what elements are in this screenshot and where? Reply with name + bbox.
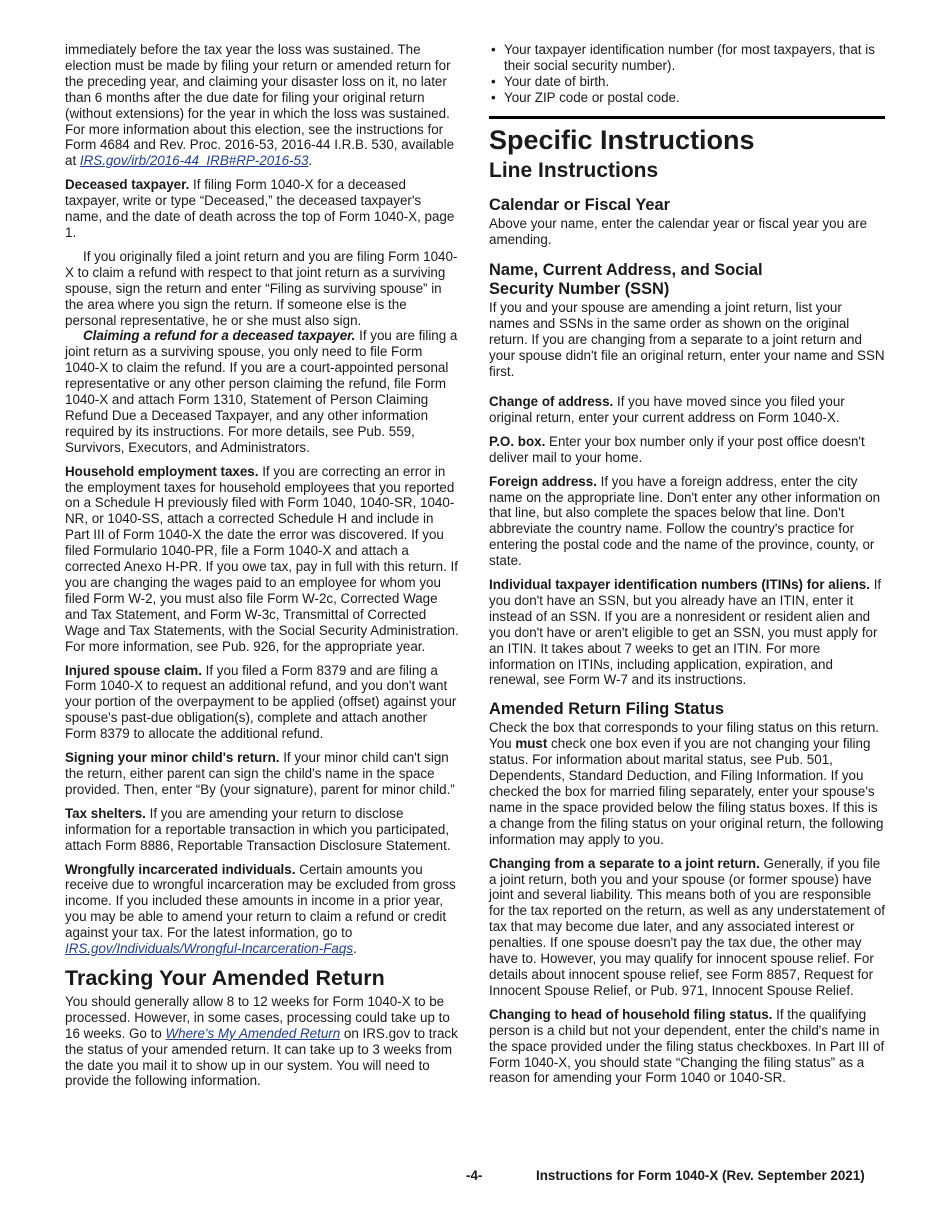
- amended-filing-status-paragraph: Check the box that corresponds to your filing status on this return. You must check one box even if you are not changing your filing status. For information about marital status, see Pub. 501, Dependents, Standard Deduction, and Filing Information. If you checked the box for married filing separately, enter your spouse's name in the space provided below the filing status boxes. If this is a change from the filing status on your original return, the following information may apply to you.: [489, 720, 884, 847]
- tracking-info-list: [489, 42, 885, 106]
- name-address-ssn-paragraph: If you and your spouse are amending a joint return, list your names and SSNs in the same order as shown on the original return. If you are changing from a separate to a joint return and your spouse didn't file an original return, enter your name and SSN first.: [489, 300, 885, 380]
- right-column: [489, 42, 885, 1094]
- name-address-ssn-heading: Name, Current Address, and Social Security Number (SSN): [489, 261, 763, 299]
- foreign-address-heading: Foreign address.: [489, 473, 597, 489]
- left-column: [65, 42, 460, 1097]
- calendar-fiscal-year-heading: Calendar or Fiscal Year: [489, 195, 671, 214]
- form-footer-title: Instructions for Form 1040-X (Rev. September 2021): [536, 1168, 865, 1183]
- foreign-address-paragraph: Foreign address. If you have a foreign address, enter the city name on the appropriate line. Don't enter any other information on that line, but also complete the spaces below that line. Don't abbreviate the country name. Follow the country's practice for entering the postal code and the name of the province, county, or state.: [489, 473, 881, 569]
- change-of-address-paragraph: Change of address. If you have moved since you filed your original return, enter your current address on Form 1040-X.: [489, 393, 845, 425]
- minor-child-heading: Signing your minor child's return.: [65, 750, 280, 766]
- tracking-paragraph: You should generally allow 8 to 12 weeks for Form 1040-X to be processed. However, in some cases, processing could take up to 16 weeks. Go to Where's My Amended Return on IRS.gov to track the status of your amended return. It can take up to 3 weeks from the date you mail it to show up in our system. You will need to provide the following information.: [65, 993, 458, 1089]
- specific-instructions-heading: Specific Instructions: [489, 124, 755, 155]
- calendar-fiscal-year-paragraph: Above your name, enter the calendar year or fiscal year you are amending.: [489, 215, 868, 247]
- bullet-icon: •: [491, 73, 496, 89]
- bullet-icon: •: [491, 42, 496, 57]
- claiming-refund-heading: Claiming a refund for a deceased taxpayer.: [83, 328, 356, 344]
- wrongful-incarceration-heading: Wrongfully incarcerated individuals.: [65, 861, 296, 877]
- injured-spouse-paragraph: Injured spouse claim. If you filed a Form 8379 and are filing a Form 1040-X to request an additional refund, and you don't want your portion of the overpayment to be applied (offset) against your spouse's past-due obligation(s), complete and attach another Form 8379 to allocate the additional refund.: [65, 662, 457, 742]
- deceased-taxpayer-paragraph: Deceased taxpayer. If filing Form 1040-X for a deceased taxpayer, write or type “Deceased,” the deceased taxpayer's name, and the date of death across the top of Form 1040-X, page 1.: [65, 177, 455, 240]
- injured-spouse-heading: Injured spouse claim.: [65, 662, 202, 678]
- list-item: • Your taxpayer identification number (for most taxpayers, that is their social security number).: [491, 42, 875, 73]
- wrongful-incarceration-paragraph: Wrongfully incarcerated individuals. Certain amounts you receive due to wrongful incarceration may be excluded from gross income. If you included these amounts in income in a prior year, you may be able to amend your return to claim a refund or credit against your tax. For the latest information, go to IRS.gov/Individuals/Wrongful-Incarceration-Faqs.: [65, 861, 456, 957]
- head-of-household-paragraph: Changing to head of household filing status. If the qualifying person is a child but not your dependent, enter the child's name in the space provided under the filing status checkboxes. In Part III of Form 1040-X, you should state “Changing the filing status” as a reason for amending your Form 1040 or 1040-SR.: [489, 1006, 885, 1086]
- amended-filing-status-heading: Amended Return Filing Status: [489, 700, 724, 719]
- tax-shelters-heading: Tax shelters.: [65, 805, 146, 821]
- itin-heading: Individual taxpayer identification numbers (ITINs) for aliens.: [489, 577, 870, 593]
- household-employment-paragraph: Household employment taxes. If you are correcting an error in the employment taxes for household employees that you reported on a Schedule H previously filed with Form 1040, 1040-SR, 1040-NR, or 1040-SS, attach a corrected Schedule H and include in Part III of Form 1040-X the date the error was discovered. If you filed Formulario 1040-PR, file a Form 1040-X and attach a corrected Anexo H-PR. If you owe tax, pay in full with this return. If you are changing the wages paid to an employee for whom you filed Form W-2, you must also file Form W-2c, Corrected Wage and Tax Statement, and Form W-3c, Transmittal of Corrected Wage and Tax Statements, with the Social Security Administration. For more information, see Pub. 926, for the appropriate year.: [65, 463, 459, 654]
- wrongful-incarceration-link[interactable]: IRS.gov/Individuals/Wrongful-Incarceration-Faqs: [65, 941, 354, 957]
- itin-paragraph: Individual taxpayer identification numbers (ITINs) for aliens. If you don't have an SSN, but you already have an ITIN, enter it instead of an SSN. If you are a nonresident or resident alien and you don't have or aren't eligible to get an SSN, you must apply for an ITIN. It takes about 7 weeks to get an ITIN. For more information on ITINs, including application, expiration, and renewal, see Form W-7 and its instructions.: [489, 577, 882, 688]
- minor-child-paragraph: Signing your minor child's return. If your minor child can't sign the return, either parent can sign the child's name in the space provided. Then, enter “By (your signature), parent for minor child.”: [65, 750, 455, 797]
- separate-to-joint-paragraph: Changing from a separate to a joint return. Generally, if you file a joint return, both you and your spouse (or former spouse) have joint and several liability. This means both of you are responsible for the tax reported on the return, as well as any understatement of tax that may become due later, and any associated interest or penalties. If one spouse doesn't pay the tax due, the other may have to. However, you may qualify for innocent spouse relief. For details about innocent spouse relief, see Form 8857, Request for Innocent Spouse Relief, or Pub. 971, Innocent Spouse Relief.: [489, 855, 885, 998]
- deceased-taxpayer-heading: Deceased taxpayer.: [65, 177, 190, 193]
- line-instructions-heading: Line Instructions: [489, 158, 659, 182]
- bullet-icon: •: [491, 89, 496, 105]
- head-of-household-heading: Changing to head of household filing status.: [489, 1006, 773, 1022]
- tax-shelters-paragraph: Tax shelters. If you are amending your return to disclose information for a reportable transaction in which you participated, attach Form 8886, Reportable Transaction Disclosure Statement.: [65, 805, 451, 853]
- tracking-amended-return-heading: Tracking Your Amended Return: [65, 965, 385, 990]
- list-item: • Your date of birth.: [491, 73, 610, 89]
- po-box-heading: P.O. box.: [489, 433, 546, 449]
- household-employment-heading: Household employment taxes.: [65, 463, 259, 479]
- surviving-spouse-paragraph: If you originally filed a joint return and you are filing Form 1040-X to claim a refund with respect to that joint return as a surviving spouse, sign the return and enter “Filing as surviving spouse” in the area where you sign the return. If someone else is the personal representative, he or she must also sign.: [65, 248, 458, 328]
- change-of-address-heading: Change of address.: [489, 393, 614, 409]
- po-box-paragraph: P.O. box. Enter your box number only if your post office doesn't deliver mail to your home.: [489, 433, 865, 465]
- claiming-refund-paragraph: Claiming a refund for a deceased taxpayer. If you are filing a joint return as a surviving spouse, you only need to file Form 1040-X to claim the refund. If you are a court-appointed personal representative or any other person claiming the refund, file Form 1040-X and attach Form 1310, Statement of Person Claiming Refund Due a Deceased Taxpayer, and any other information required by its instructions. For more details, see Pub. 559, Survivors, Executors, and Administrators.: [65, 328, 458, 455]
- page-number: -4-: [466, 1168, 483, 1183]
- disaster-loss-paragraph: immediately before the tax year the loss was sustained. The election must be made by filing your return or amended return for the preceding year, and claiming your disaster loss on it, no later than 6 months after the due date for filing your original return (without extensions) for the year in which the loss was sustained. For more information about this election, see the instructions for Form 4684 and Rev. Proc. 2016-53, 2016-44 I.R.B. 530, available at IRS.gov/irb/2016-44_IRB#RP-2016-53.: [65, 42, 455, 169]
- section-divider: [489, 116, 885, 119]
- irb-2016-44-link[interactable]: IRS.gov/irb/2016-44_IRB#RP-2016-53: [79, 153, 309, 169]
- wheres-my-amended-return-link[interactable]: Where's My Amended Return: [165, 1025, 341, 1041]
- separate-to-joint-heading: Changing from a separate to a joint return.: [489, 855, 760, 871]
- list-item: • Your ZIP code or postal code.: [491, 89, 680, 105]
